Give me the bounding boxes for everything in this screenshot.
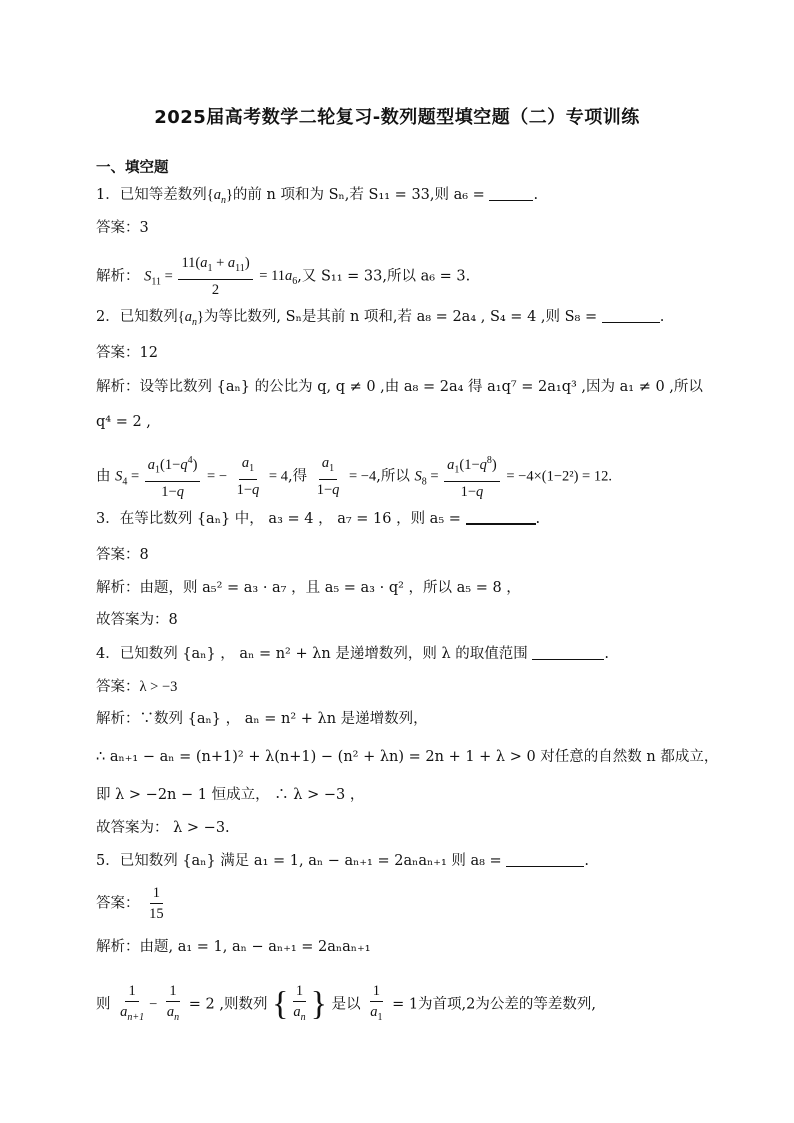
q2-answer [96,343,158,363]
q4-analysis-1: ∵数列 {aₙ} ， aₙ = n² + λn 是递增数列， [139,711,428,727]
q5-answer-blank [506,852,584,867]
q2-answer-blank [602,308,660,323]
q5-analysis-line-1 [96,937,371,957]
q5-analysis-line-2: 则 $\frac{1}{a_{n+1}}$ − $\frac{1}{a_n}$ = 2 ,则数列 { $\frac{1}{a_n}$ } 是以 $\frac{1}{a_1}$ = 1为首项,2为公差的等差数列, [96,982,596,1027]
q2-fraction-3: $\frac{a_1}{1-q}$ [316,454,340,498]
q5-answer-denominator: 15 [149,906,164,922]
q3-text: 3．在等比数列 {aₙ} 中， a₃ = 4 ， a₇ = 16 ，则 a₅ = [96,511,461,527]
q2-fraction-2: $\frac{a_1}{1-q}$ [236,454,260,498]
q1-analysis: 解析： $S_{11}$ = $\frac{11(a_1 + a_{11})}{2}$ = $11a_6$,又 S₁₁ = 33,所以 a₆ = 3. [96,255,471,298]
q2-analysis-line-2: q⁴ = 2 , [96,414,151,430]
q4-analysis-line-2: ∴ aₙ₊₁ − aₙ = (n+1)² + λ(n+1) − (n² + λn) = 2n + 1 + λ > 0 对任意的自然数 n 都成立， [96,749,719,765]
q3-analysis [96,578,521,598]
q5-text: 5．已知数列 {aₙ} 满足 a₁ = 1, aₙ − aₙ₊₁ = 2aₙaₙ₊₁ 则 a₈ = [96,853,502,869]
analysis-label: 解析： [96,939,140,955]
question-5: 5．已知数列 {aₙ} 满足 a₁ = 1, aₙ − aₙ₊₁ = 2aₙaₙ₊₁ 则 a₈ = . [96,853,589,869]
q2-text: 为等比数列, Sₙ是其前 n 项和,若 a₈ = 2a₄ , S₄ = 4 ,则 S₈ = [203,309,598,325]
q5-fraction-2: $\frac{1}{a_n}$ [166,983,180,1023]
q1-answer-value: 3 [139,220,149,236]
q1-text: 的前 n 项和为 Sₙ,若 S₁₁ = 33,则 a₆ = [232,187,485,203]
q5-answer [96,884,169,923]
q4-analysis-line-1 [96,709,428,729]
q2-analysis-3-prefix: 由 [96,468,111,485]
q1-prefix: 1．已知等差数列 [96,187,207,203]
q1-answer-blank [489,186,533,201]
q1-fraction: $\frac{11(a_1 + a_{11})}{2}$ [178,254,252,299]
q3-conclusion: 故答案为：8 [96,612,178,628]
q3-analysis-text: 由题，则 a₅² = a₃ · a₇ ，且 a₅ = a₃ · q² ，所以 a₅ = 8 ， [139,580,521,596]
q2-analysis-3-mid1: ,得 [287,468,308,485]
q5-analysis-2-prefix: 则 [96,996,111,1013]
q2-fraction-4: $\frac{a_1(1-q^8)}{1-q}$ [444,452,500,501]
q2-prefix: 2．已知数列 [96,309,178,325]
q2-analysis-line-3: 由 $S_4$ = $\frac{a_1(1-q^4)}{1-q}$ = − $\frac{a_1}{1-q}$ = 4,得 $\frac{a_1}{1-q}$ = −4,所以 $S_8$ = $\frac{a_1(1-q^8)}{1-q}$ = −4×(1−2²) = 12. [96,452,612,501]
q4-analysis-line-3: 即 λ > −2n − 1 恒成立， ∴ λ > −3 ， [96,787,365,803]
q3-answer-blank [466,509,536,525]
question-3: 3．在等比数列 {aₙ} 中， a₃ = 4 ， a₇ = 16 ，则 a₅ = . [96,511,541,527]
q4-text: 4．已知数列 {aₙ} ， aₙ = n² + λn 是递增数列，则 λ 的取值范围 [96,646,528,662]
q2-analysis-1: 设等比数列 {aₙ} 的公比为 q, q ≠ 0 ,由 a₈ = 2a₄ 得 a₁q⁷ = 2a₁q³ ,因为 a₁ ≠ 0 ,所以 [139,379,703,395]
q2-fraction-1: $\frac{a_1(1-q^4)}{1-q}$ [145,452,201,501]
answer-label: 答案： [96,220,140,236]
q4-conclusion: 故答案为： λ > −3. [96,820,230,836]
analysis-label: 解析： [96,268,140,285]
page-title: 2025届高考数学二轮复习-数列题型填空题（二）专项训练 [154,107,640,128]
q4-answer [96,677,177,697]
q2-analysis-3-mid2: ,所以 [376,468,410,485]
q5-analysis-2-mid2: 是以 [331,996,361,1013]
q2-analysis-line-1 [96,377,703,397]
q4-answer-blank [532,645,604,660]
q5-fraction-3: $\frac{1}{a_n}$ [293,983,306,1023]
analysis-label: 解析： [96,580,140,596]
answer-label: 答案： [96,547,140,563]
q5-fraction-1: $\frac{1}{a_{n+1}}$ [120,983,145,1023]
q2-answer-value: 12 [139,345,158,361]
section-heading: 一、填空题 [96,160,169,176]
q5-answer-numerator: 1 [150,884,163,904]
q5-analysis-2-mid1: = 2 ,则数列 [188,996,268,1013]
q4-answer-value: λ > −3 [139,679,178,695]
question-1: 1．已知等差数列$\{a_n\}$的前 n 项和为 Sₙ,若 S₁₁ = 33,则 a₆ = . [96,187,539,206]
answer-label: 答案： [96,895,140,912]
q3-answer-value: 8 [139,547,149,563]
q2-analysis-3-tail: = −4×(1−2²) = 12. [506,468,612,485]
q5-answer-fraction [146,884,167,923]
question-4: 4．已知数列 {aₙ} ， aₙ = n² + λn 是递增数列，则 λ 的取值范围 . [96,646,609,662]
analysis-label: 解析： [96,379,140,395]
q5-analysis-2-tail: = 1为首项,2为公差的等差数列, [392,996,596,1013]
answer-label: 答案： [96,679,140,695]
answer-label: 答案： [96,345,140,361]
q1-analysis-tail: ,又 S₁₁ = 33,所以 a₆ = 3. [297,268,471,285]
q1-answer [96,218,149,238]
q3-answer [96,545,149,565]
q5-fraction-4: $\frac{1}{a_1}$ [370,983,383,1023]
q5-analysis-1: 由题, a₁ = 1, aₙ − aₙ₊₁ = 2aₙaₙ₊₁ [139,939,371,955]
analysis-label: 解析： [96,711,140,727]
question-2: 2．已知数列$\{a_n\}$为等比数列, Sₙ是其前 n 项和,若 a₈ = 2a₄ , S₄ = 4 ,则 S₈ = . [96,309,665,328]
